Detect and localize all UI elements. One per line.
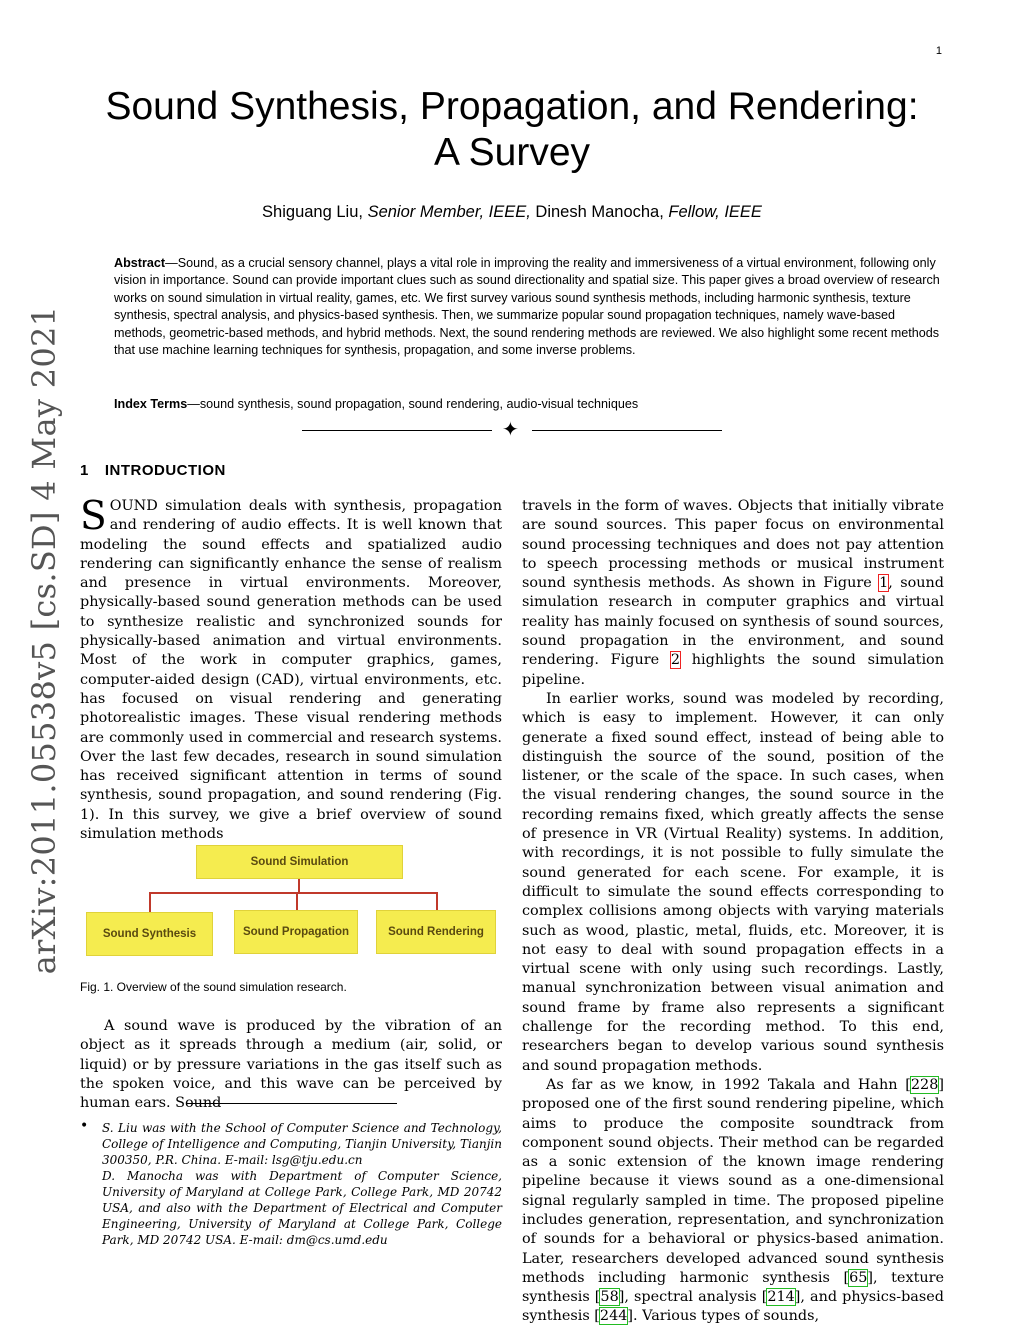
abstract-label: Abstract (114, 256, 166, 270)
footnote-bullet: • (80, 1118, 89, 1134)
separator-rule-left (302, 430, 492, 431)
dropcap: S (80, 494, 107, 539)
citation-214-link[interactable]: 214 (767, 1289, 795, 1306)
right-p1-text-b: , sound simulation research in computer graphics and virtual reality has mainly focused on synthesis of sound sources, sound propagation in the environment, and sound rendering. Figure (522, 575, 944, 669)
right-paragraph-2: In earlier works, sound was modeled by recording, which is easy to implement. However, it can only generate a fixed sound effect, instead of being able to distinguish the source of the sound, position of the listener, or the scale of the space. In such cases, when the visual rendering changes, the sound source in the recording remains fixed, which greatly affects the sense of presence in VR (Virtual Reality) systems. In addition, with recordings, it is not possible to fully simulate the sound generated for each scene. For example, it is difficult to simulate the sound effects corresponding to complex collisions among objects with varying materials such as wood, plastic, metal, fluids, etc. Moreover, it is not easy to deal with sound propagation effects in a virtual scene with only using such recordings. Lastly, manual synchronization between visual animation and sound frame by frame also represents a significant challenge for the recording method. To this end, researchers began to develop various sound synthesis and sound propagation methods. (522, 690, 944, 1074)
citation-228-link[interactable]: 228 (910, 1076, 939, 1093)
right-p3-text-c: ], texture synthesis [ (522, 1269, 945, 1306)
title-line-1: Sound Synthesis, Propagation, and Rendering: (105, 85, 919, 128)
title-line-2: A Survey (433, 131, 591, 174)
sound-synthesis-box: Sound Synthesis (86, 912, 213, 956)
figure-1-diagram (86, 845, 502, 960)
right-p3-text-e: ], and physics-based synthesis [ (522, 1289, 944, 1325)
figure-caption: Fig. 1. Overview of the sound simulation research. (80, 980, 347, 994)
page-number: 1 (935, 45, 942, 57)
author-2-name: Dinesh Manocha, (530, 203, 669, 221)
index-terms (114, 396, 940, 413)
abstract (114, 255, 940, 359)
separator-diamond-icon: ✦ (502, 419, 519, 441)
author-1-name: Shiguang Liu, (262, 203, 368, 221)
section-heading (80, 462, 226, 479)
abstract-text: —Sound, as a crucial sensory channel, plays a vital role in improving the reality and immersiveness of a virtual environment, following only vision in importance. Sound can provide important clues such as sound directionality and spatial size. This paper gives a broad overview of research works on sound simulation in virtual reality, games, etc. We first survey various sound synthesis methods, including harmonic synthesis, texture synthesis, spectral analysis, and physics-based synthesis. Then, we summarize popular sound propagation techniques, namely wave-based methods, geometric-based methods, and hybrid methods. Next, the sound rendering methods are reviewed. We also highlight some recent methods that use machine learning techniques for synthesis, propagation, and some inverse problems. (114, 256, 940, 358)
dropcap-smallcaps: OUND (109, 498, 158, 514)
right-column (522, 497, 944, 1325)
footnote-author-2: D. Manocha was with Department of Computer Science, University of Maryland at College Park, College Park, MD 20742 USA, and also with the Department of Electrical and Computer Engineering, University of Maryland at College Park, College Park, MD 20742 USA. E-mail: dm@cs.umd.edu (102, 1169, 502, 1247)
section-number: 1 (80, 462, 89, 479)
intro-paragraph-2: A sound wave is produced by the vibration of an object as it spreads through a medium (air, solid, or liquid) or by pressure variations in the gas itself such as the spoken voice, and this wave can be perceived by human ears. Sound (80, 1018, 502, 1112)
sound-propagation-box: Sound Propagation (234, 910, 358, 954)
footnote-author-1: S. Liu was with the School of Computer Science and Technology, College of Intelligence and Computing, Tianjin University, Tianjin 300350, P.R. China. E-mail: lsg@tju.edu.cn (102, 1121, 502, 1167)
right-p3-text-d: ], spectral analysis [ (618, 1289, 768, 1306)
intro-paragraph-1-text: simulation deals with synthesis, propagation and rendering of audio effects. It is well known that modeling the sound effects and spatialized audio rendering can significantly enhance the sense of realism and presence in virtual environments. Moreover, physically-based sound generation methods can be used to synthesize realistic and synchronized sounds for physically-based animation and virtual environments. Most of the work in computer graphics, games, computer-aided design (CAD), virtual environments, etc. has focused on visual rendering and generating photorealistic images. These visual rendering methods are commonly used in commercial and research systems. Over the last few decades, research in sound simulation has received significant attention in terms of sound synthesis, sound propagation, and sound rendering (Fig. 1). In this survey, we give a brief overview of sound simulation methods (80, 498, 502, 843)
figure-1-link[interactable]: 1 (879, 575, 889, 592)
footnote-rule (187, 1103, 397, 1104)
intro-paragraph-1 (80, 494, 502, 844)
connector-horizontal (149, 892, 437, 894)
author-2-role: Fellow, IEEE (668, 203, 762, 221)
figure-2-link[interactable]: 2 (670, 652, 681, 669)
right-paragraph-1 (522, 497, 944, 690)
right-p3-text-b: ] proposed one of the first sound rendering pipeline, which aims to produce the composite soundtrack from component sound objects. Their method can be regarded as a sonic extension of the known image rendering pipeline because it views sound as a one-dimensional signal regularly sampled in time. The proposed pipeline includes generation, representation, and synchronization of sounds for a behavioral or physics-based animation. Later, researchers developed advanced sound synthesis methods including harmonic synthesis [ (522, 1076, 944, 1286)
author-line (0, 203, 1024, 222)
sound-simulation-box: Sound Simulation (196, 845, 403, 879)
footnote (102, 1120, 502, 1248)
citation-65-link[interactable]: 65 (849, 1269, 868, 1286)
left-column-top (80, 494, 502, 844)
index-terms-label: Index Terms (114, 397, 188, 411)
citation-58-link[interactable]: 58 (600, 1289, 619, 1306)
connector-root-down (298, 879, 300, 892)
sound-rendering-box: Sound Rendering (376, 910, 496, 954)
right-p3-text-a: As far as we know, in 1992 Takala and Hahn [ (546, 1076, 911, 1093)
author-1-role: Senior Member, IEEE, (367, 203, 531, 221)
right-p1-text-a: travels in the form of waves. Objects that initially vibrate are sound sources. This paper focus on environmental sound processing techniques and does not pay attention to speech processing methods or musical instrument sound synthesis methods. As shown in Figure (522, 498, 944, 592)
right-p1-text-c: highlights the sound simulation pipeline. (522, 652, 944, 688)
right-paragraph-3 (522, 1076, 944, 1325)
separator-rule-right (532, 430, 722, 431)
connector-propagation (296, 892, 298, 910)
connector-rendering (436, 892, 438, 910)
right-p3-text-f: ]. Various types of sounds, (627, 1308, 820, 1325)
index-terms-text: —sound synthesis, sound propagation, sound rendering, audio-visual techniques (187, 397, 639, 411)
citation-244-link[interactable]: 244 (599, 1308, 628, 1325)
paper-title (0, 84, 1024, 176)
arxiv-stamp: arXiv:2011.05538v5 [cs.SD] 4 May 2021 (25, 305, 63, 975)
left-column-bottom (80, 1017, 502, 1113)
connector-synthesis (149, 892, 151, 912)
section-title: INTRODUCTION (104, 462, 226, 479)
